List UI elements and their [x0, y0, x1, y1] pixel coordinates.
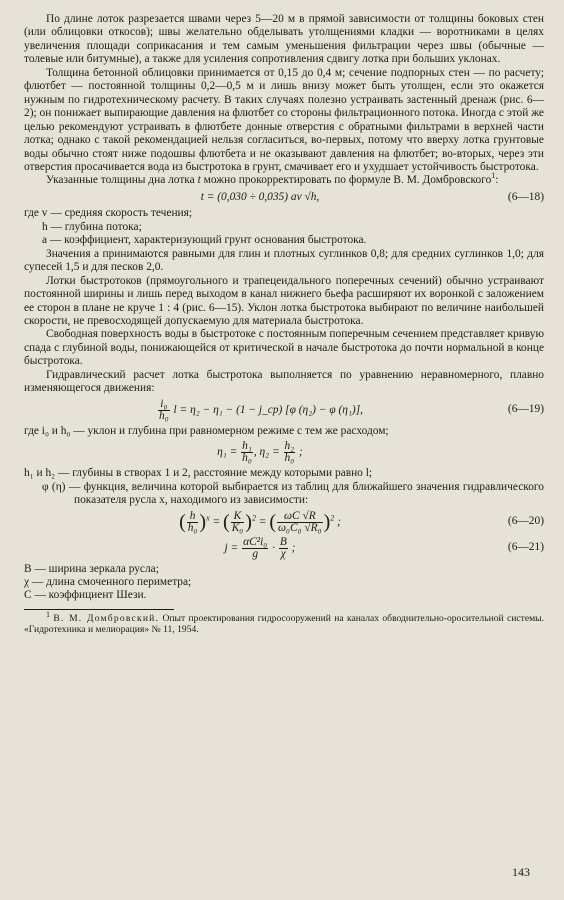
text: можно прокорректировать по формуле В. М. Домбровского	[203, 174, 492, 187]
definition: a — коэффициент, характеризующий грунт основания быстротока.	[42, 234, 367, 247]
equation-6-20	[24, 511, 544, 534]
paragraph-joints: По длине лоток разрезается швами через 5—20 м в прямой зависимости от толщины боковых стен (или облицовки откосов); швы желательно обделывать утолщениями кладки — воротниками в целях увеличения площади соприкасания и тем самым уменьшения фильтрации через швы (обычные — толевые или битумные), а также для усиления сопротивления сдвигу лотка при больших уклонах.	[24, 13, 544, 66]
definition: h — глубина потока;	[42, 220, 142, 233]
definition: h₁ и h₂ — глубины в створах 1 и 2, расстояние между которыми равно l;	[24, 467, 373, 480]
paragraph-lining-thickness: Толщина бетонной облицовки принимается от 0,15 до 0,4 м; сечение подпорных стен — по расчету; флютбет — постоянной толщины 0,2—0,5 м и лишь внизу может быть утолщен, если это окажется нужным по гидротехническому расчету. В таких случаях полезно устраивать застенный дренаж (рис. 6—2); он понижает выпирающие давления на флютбет со стороны фильтрационного потока. Иногда с этой же целью рекомендуют устраивать в флютбете донные отверстия с обратными фильтрами в верхней части лотка; однако с такой рекомендацией нельзя согласиться, во-первых, потому что вверху лотка грунтовые воды обычно стоят ниже подошвы флютбета и не оказывают давления на флютбет; во-вторых, через эти отверстия просачивается вода из быстротока в грунт, смачивает его и ухудшает устойчивость быстротока.	[24, 66, 544, 173]
equation-number: (6—19)	[507, 403, 544, 416]
denominator: χ	[280, 547, 286, 560]
fraction	[242, 537, 268, 560]
fraction	[279, 537, 288, 560]
paragraph-formula-intro	[24, 171, 544, 187]
numerator: i₀	[158, 399, 170, 411]
exponent: 2	[330, 512, 335, 522]
paragraph-chute-shape: Лотки быстротоков (прямоугольного и трапецеидального поперечных сечений) обычно устраивают постоянной ширины и лишь перед выходом в канал нижнего бьефа расширяют их воронкой с заложением ее сторон в плане не круче 1 : 4 (рис. 6—15). Уклон лотка быстротока выбирают по величине наибольшей скорости, не превосходящей допускаемую для материала быстротока.	[24, 274, 544, 327]
exponent: x	[206, 512, 210, 522]
numerator: ωC √R	[277, 511, 323, 523]
paren: (	[179, 510, 186, 533]
denominator: h₀	[187, 521, 198, 534]
equation-body	[24, 399, 496, 422]
numerator: K	[231, 511, 245, 523]
footnote	[24, 609, 544, 636]
eq-part: j =	[224, 541, 239, 554]
denominator: h₀	[284, 452, 295, 465]
footnote-mark: 1	[46, 609, 50, 619]
variable: t	[197, 174, 201, 187]
footnote-mark: 1	[491, 171, 496, 181]
paragraph-free-surface: Свободная поверхность воды в быстротоке с постоянным поперечным сечением представляет кривую спада с глубиной воды, понижающейся от критической в начале быстротока до почти нормальной в конце быстротока.	[24, 328, 544, 368]
definition: C — коэффициент Шези.	[24, 589, 147, 602]
footnote-author: В. М. Домбровский.	[53, 612, 160, 624]
numerator: h₂	[284, 440, 295, 453]
equation-body: t = (0,030 ÷ 0,035) av √h,	[200, 190, 320, 203]
eq-part: =	[212, 515, 221, 528]
numerator: h	[187, 511, 199, 523]
text: :	[495, 174, 499, 187]
eq-part: =	[258, 515, 267, 528]
exponent: 2	[251, 512, 256, 522]
eq-part: , η₂ =	[253, 446, 280, 459]
equation-6-18	[24, 191, 544, 204]
denominator: ω₀C₀ √R₀	[278, 521, 322, 534]
equation-rhs: l = η₂ − η₁ − (1 − j_ср) [φ (η₂) − φ (η₁)],	[173, 403, 363, 416]
paren: )	[245, 510, 252, 533]
fraction	[241, 441, 253, 464]
paren: )	[199, 510, 207, 533]
definitions-3	[24, 563, 544, 603]
definition: где v — средняя скорость течения;	[24, 207, 193, 220]
equation-eta	[24, 441, 544, 464]
eq-part: η₁ =	[217, 446, 238, 459]
definitions-1	[24, 207, 544, 247]
eq-part: ;	[299, 446, 303, 459]
denominator: h₀	[242, 452, 252, 465]
equation-number: (6—18)	[507, 190, 544, 203]
definitions-2	[24, 467, 544, 507]
page-number: 143	[512, 865, 530, 879]
denominator: K₀	[231, 521, 244, 534]
fraction	[284, 441, 296, 464]
footnote-text: Опыт проектирования гидросооружений на каналах обводнительно-оросительной системы. «Гидротехника и мелиорация» № 11, 1954.	[24, 612, 544, 636]
definition: χ — длина смоченного периметра;	[24, 575, 192, 588]
fraction	[158, 399, 170, 422]
denominator: h₀	[159, 409, 169, 422]
fraction	[277, 511, 323, 534]
equation-number: (6—20)	[507, 515, 544, 528]
paren: )	[323, 510, 331, 533]
paragraph-a-values: Значения a принимаются равными для глин и плотных суглинков 0,8; для средних суглинков 1,0; для супесей 1,5 и для песков 2,0.	[24, 247, 544, 274]
paren: (	[269, 510, 277, 533]
numerator: B	[279, 535, 287, 548]
paren: (	[223, 510, 230, 533]
eq-part: ·	[272, 541, 275, 554]
eq-part: ;	[337, 515, 341, 528]
equation-6-19	[24, 399, 544, 422]
denominator: g	[252, 547, 259, 560]
equation-number: (6—21)	[507, 541, 544, 554]
equation-body	[24, 511, 496, 534]
numerator: h₁	[242, 440, 252, 453]
paragraph-hydraulic-calc: Гидравлический расчет лотка быстротока выполняется по уравнению неравномерного, плавно изменяющегося движения:	[24, 368, 544, 395]
fraction	[187, 511, 199, 534]
equation-6-21	[24, 537, 544, 560]
equation-body	[24, 537, 496, 560]
paragraph-where-i0: где i₀ и h₀ — уклон и глубина при равномерном режиме с тем же расходом;	[24, 424, 389, 437]
numerator: αC²i₀	[243, 535, 268, 548]
fraction	[231, 511, 245, 534]
definition: φ (η) — функция, величина которой выбирается из таблиц для ближайшего значения гидравлического показателя русла x, находимого из зависимости:	[42, 480, 544, 507]
equation-body	[24, 441, 496, 464]
eq-part: ;	[291, 541, 296, 554]
text: Указанные толщины дна лотка	[46, 174, 195, 187]
definition: B — ширина зеркала русла;	[24, 562, 159, 575]
